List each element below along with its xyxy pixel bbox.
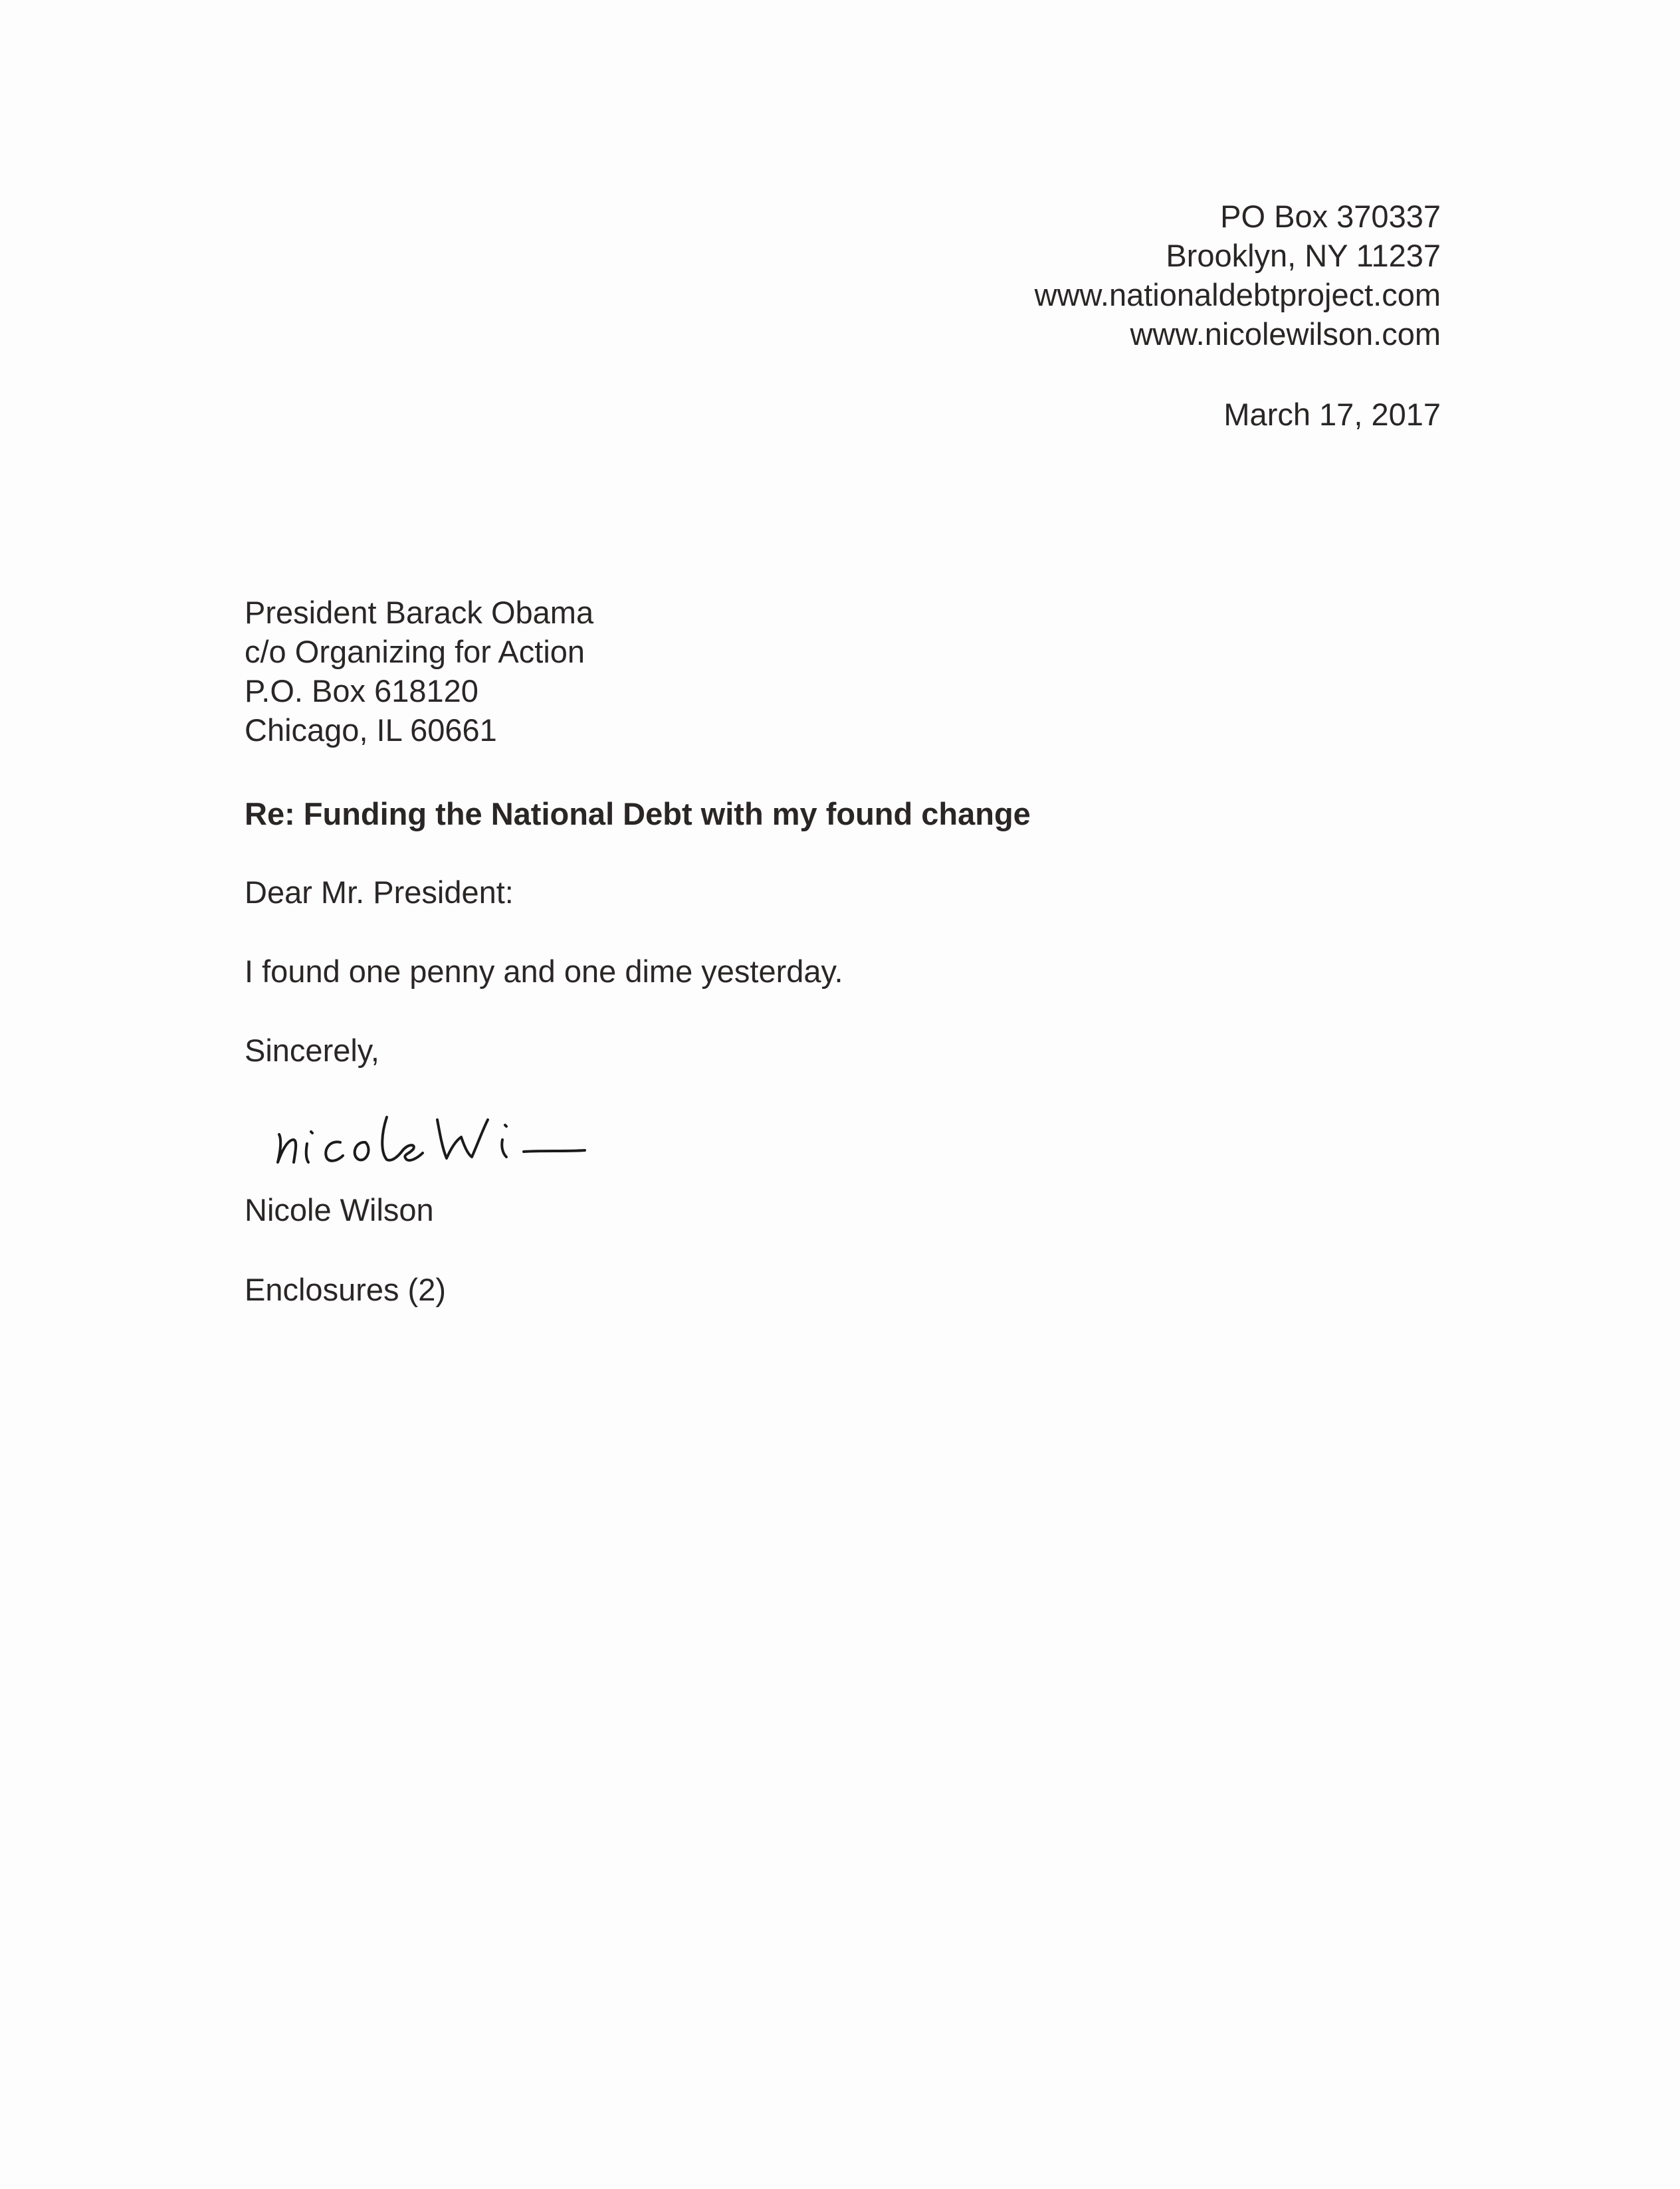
recipient-city-state-zip: Chicago, IL 60661 <box>245 712 497 748</box>
sender-website-1: www.nationaldebtproject.com <box>1034 277 1441 312</box>
recipient-care-of: c/o Organizing for Action <box>245 634 585 669</box>
enclosures-note: Enclosures (2) <box>245 1272 446 1307</box>
handwritten-signature-icon <box>266 1093 625 1180</box>
recipient-name: President Barack Obama <box>245 595 594 630</box>
salutation: Dear Mr. President: <box>245 875 514 910</box>
recipient-po-box: P.O. Box 618120 <box>245 673 478 708</box>
letter-date: March 17, 2017 <box>1223 397 1441 432</box>
sender-address-line-2: Brooklyn, NY 11237 <box>1166 238 1441 273</box>
closing: Sincerely, <box>245 1033 379 1068</box>
letter-body: I found one penny and one dime yesterday. <box>245 954 843 989</box>
sender-address-block <box>1035 197 1441 354</box>
subject-line: Re: Funding the National Debt with my found change <box>245 796 1031 831</box>
signer-name: Nicole Wilson <box>245 1192 434 1227</box>
recipient-address-block <box>245 593 593 750</box>
sender-address-line-1: PO Box 370337 <box>1220 199 1441 234</box>
sender-website-2: www.nicolewilson.com <box>1130 316 1441 352</box>
